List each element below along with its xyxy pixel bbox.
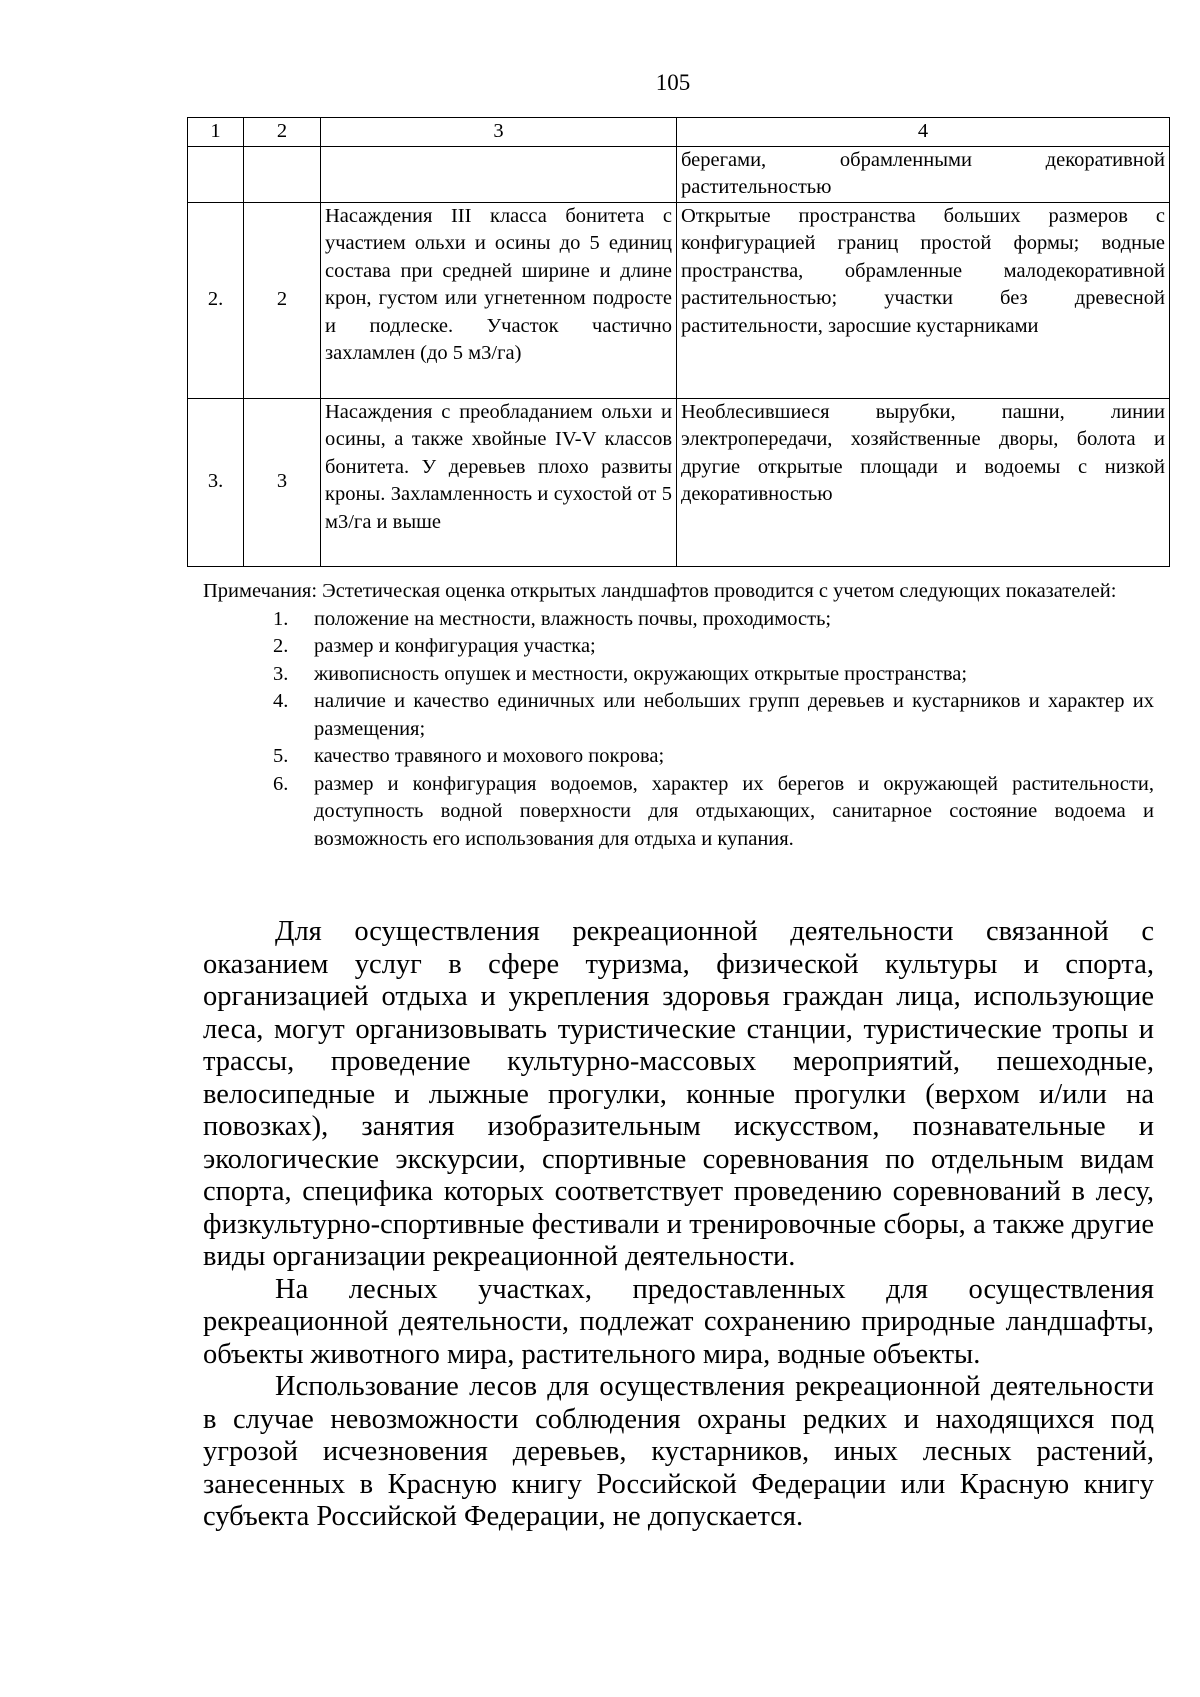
list-item: [203, 771, 1154, 854]
table-notes: [203, 578, 1154, 853]
list-item-number: 6.: [273, 772, 289, 795]
list-item: [203, 606, 1154, 634]
description-text: Насаждения с преобладанием ольхи и осины, а также хвойные IV-V классов бонитета. У деревьев плохо развиты кроны. Захламленность и сухостой от 5 м3/га и выше: [325, 400, 672, 533]
list-item-text: размер и конфигурация участка;: [314, 635, 596, 657]
list-item: [203, 633, 1154, 661]
landscapes-text: Необлесившиеся вырубки, пашни, линии электропередачи, хозяйственные дворы, болота и другие открытые площади и водоемы с низкой декоративностью: [681, 400, 1165, 505]
header-cell: 1: [188, 118, 244, 147]
body-text: [203, 916, 1154, 1534]
list-item: [203, 743, 1154, 771]
list-item-number: 5.: [273, 745, 289, 767]
row-number: 2.: [188, 202, 244, 398]
row-number: 3.: [188, 398, 244, 566]
paragraph: На лесных участках, предоставленных для осуществления рекреационной деятельности, подлежат сохранению природные ландшафты, объекты животного мира, растительного мира, водные объекты.: [203, 1273, 1154, 1370]
landscapes-text: берегами, обрамленными декоративной растительностью: [681, 148, 1165, 198]
list-item-number: 4.: [273, 690, 289, 712]
header-cell: 4: [677, 118, 1170, 147]
header-cell: 3: [321, 118, 677, 147]
list-item-text: наличие и качество единичных или небольших групп деревьев и кустарников и характер их размещения;: [314, 690, 1154, 740]
table-cell: [321, 146, 677, 202]
table-cell-landscapes: [677, 202, 1170, 398]
paragraph: Для осуществления рекреационной деятельности связанной с оказанием услуг в сфере туризма, физической культуры и спорта, организацией отдыха и укрепления здоровья граждан лица, использующие леса, могут организовывать туристические станции, туристические тропы и трассы, проведение культурно-массовых мероприятий, пешеходные, велосипедные и лыжные прогулки, конные прогулки (верхом и/или на повозках), занятия изобразительным искусством, познавательные и экологические экскурсии, спортивные соревнования по отдельным видам спорта, специфика которых соответствует проведению соревнований в лесу, физкультурно-спортивные фестивали и тренировочные сборы, а также другие виды организации рекреационной деятельности.: [203, 916, 1154, 1272]
table-cell: [244, 146, 321, 202]
list-item: [203, 661, 1154, 689]
list-item-number: 2.: [273, 635, 289, 657]
landscape-assessment-table: [187, 117, 1170, 567]
notes-list: [203, 606, 1154, 854]
description-text: Насаждения III класса бонитета с участием ольхи и осины до 5 единиц состава при средней ширине и длине крон, густом или угнетенном подросте и подлеске. Участок частично захламлен (до 5 м3/га): [325, 204, 672, 364]
list-item-text: живописность опушек и местности, окружающих открытые пространства;: [314, 662, 968, 685]
notes-intro: Примечания: Эстетическая оценка открытых ландшафтов проводится с учетом следующих показателей:: [203, 580, 1117, 602]
header-cell: 2: [244, 118, 321, 147]
table-row: [188, 398, 1170, 566]
row-class: 3: [244, 398, 321, 566]
table-cell-description: [321, 398, 677, 566]
table-cell-landscapes: [677, 146, 1170, 202]
table-header-row: [188, 118, 1170, 147]
landscapes-text: Открытые пространства больших размеров с конфигурацией границ простой формы; водные пространства, обрамленные малодекоративной растительностью; участки без древесной растительности, заросшие кустарниками: [681, 204, 1165, 337]
table-cell-landscapes: [677, 398, 1170, 566]
table-cell-description: [321, 202, 677, 398]
page-number: 105: [655, 70, 691, 95]
table-row: [188, 202, 1170, 398]
row-class: 2: [244, 202, 321, 398]
table-row: [188, 146, 1170, 202]
list-item-text: размер и конфигурация водоемов, характер их берегов и окружающей растительности, доступность водной поверхности для отдыхающих, санитарное состояние водоема и возможность его использования для отдыха и купания.: [314, 772, 1154, 850]
list-item-number: 3.: [273, 662, 289, 685]
table-cell: [188, 146, 244, 202]
list-item-number: 1.: [273, 607, 289, 630]
list-item-text: положение на местности, влажность почвы, проходимость;: [314, 607, 832, 630]
list-item: [203, 688, 1154, 743]
paragraph: Использование лесов для осуществления рекреационной деятельности в случае невозможности соблюдения охраны редких и находящихся под угрозой исчезновения деревьев, кустарников, иных лесных растений, занесенных в Красную книгу Российской Федерации или Красную книгу субъекта Российской Федерации, не допускается.: [203, 1371, 1154, 1532]
list-item-text: качество травяного и мохового покрова;: [314, 745, 665, 767]
